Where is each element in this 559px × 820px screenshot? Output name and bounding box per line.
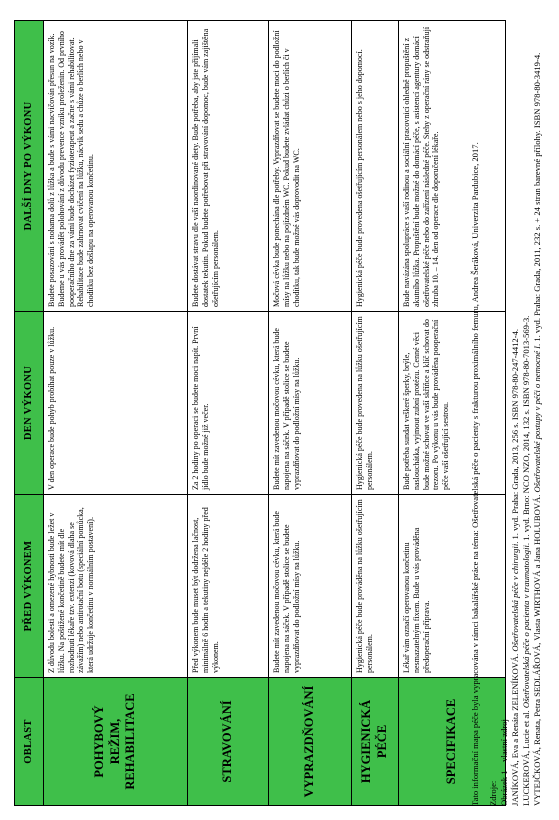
source-4-title: Ošetřovatelské postupy v péči o nemocné I bbox=[532, 345, 542, 493]
source-4 bbox=[532, 16, 543, 806]
header-dalsi-dny: DALŠÍ DNY PO VÝKONU bbox=[15, 21, 44, 312]
table-row bbox=[352, 21, 399, 806]
after-cell: Bude navázána spolupráce s vaší rodinou a sociální pracovnicí ohledně propuštění z akutního lůžka. Propuštění bude možné do domácí péče, s asistencí agentury domácí ošetřovatelské péče nebo do zařízení následné péče. Stehy z operační rány se odstraňují zhruba 10. – 14. den od operace dle doporučení lékaře. bbox=[399, 21, 506, 312]
source-1: Obrázek 1 – vlastní zdroj bbox=[499, 719, 509, 806]
header-pred-vykonem: PŘED VÝKONEM bbox=[15, 495, 44, 678]
area-cell: STRAVOVÁNÍ bbox=[188, 678, 269, 806]
area-cell: HYGIENICKÁ PÉČE bbox=[352, 678, 399, 806]
source-3 bbox=[521, 16, 532, 806]
footer-notes bbox=[470, 16, 543, 806]
area-cell: POHYBOVÝ REŽIM, REHABILITACE bbox=[44, 678, 188, 806]
area-cell: SPECIFIKACE bbox=[399, 678, 506, 806]
day-cell: Bude potřeba sundat veškeré šperky, brýle, naslouchátka, vyjmout zubní protézu. Cenné věci bude možné schovat ve vaší skříňce a klíč schovat do trezoru. Po výkonu u vás bude prováděna pooperační péče vaší ošetřující sestrou. bbox=[399, 312, 506, 495]
after-cell: Budete posazováni s nohama dolů z lůžka a bude s vámi nacvičován přesun na vozík. Budeme u vás provádět polohování z důvodu prevence vzniku proleženin. Od prvního pooperačního dne za vámi bude docházet fyzioterapeut a začne s vámi rehabilitovat. Rehabilitace bude zahrnovat cvičení na lůžku, nácvik sedu a chůze o berlích nebo v chodítku bez došlapu na operovanou končetinu. bbox=[44, 21, 188, 312]
intro-text: Tato informační mapa péče byla vypracována v rámci bakalářské práce na téma: Ošetřovatelská péče o pacienty s frakturou proximálního femuru, Andrea Šeráková, Univerzita Pardubice, 2017. bbox=[470, 142, 480, 806]
source-4-authors: VYTEJČKOVÁ, Renata, Petra SEDLÁŘOVÁ, Vlasta WIRTHOVÁ a Jana HOLUBOVÁ. bbox=[532, 492, 542, 806]
header-oblast: OBLAST bbox=[15, 678, 44, 806]
source-2-details: . 1. vyd. Praha: Grada, 2013, 256 s. ISBN 978-80-247-4412-4. bbox=[510, 328, 520, 544]
area-cell: VYPRAZDŇOVÁNÍ bbox=[269, 678, 352, 806]
day-cell: Za 2 hodiny po operaci se budete moci napít. První jídlo bude možné již večer. bbox=[188, 312, 269, 495]
source-3-details: . 1. vyd. Brno: NCO NZO, 2014, 132 s. ISBN 978-80-7013-569-3. bbox=[521, 315, 531, 546]
care-map-table bbox=[14, 20, 506, 806]
day-cell: Budete mít zavedenou močovou cévku, která bude napojena na sáček. V případě stolice se budete vyprazdňovat do podložní mísy na lůžku. bbox=[269, 312, 352, 495]
before-cell: Hygienická péče bude prováděna na lůžku ošetřujícím personálem. bbox=[352, 495, 399, 678]
before-cell: Budete mít zavedenou močovou cévku, která bude napojena na sáček. V případě stolice se budete vyprazdňovat do podložní mísy na lůžku. bbox=[269, 495, 352, 678]
sources-label: Zdroje: bbox=[488, 780, 498, 806]
source-2 bbox=[510, 16, 521, 806]
before-cell: Z důvodu bolesti a omezené hybnosti bude ležet v lůžku. Na poštižené končetině budete mít dle rozhodnutí lékaře tzv. extenzi (kovová dlaha se závažím) nebo antirotační botu (speciální pomůcka, která udržuje končetinu v normálním postavení). bbox=[44, 495, 188, 678]
table-row bbox=[188, 21, 269, 806]
table-header-row bbox=[15, 21, 44, 806]
source-2-authors: JANÍKOVÁ, Eva a Renáta ZELENÍKOVÁ. bbox=[510, 651, 520, 806]
after-cell: Močová cévka bude ponechána dle potřeby. Vyprazdňovat se budete moci do podložní mísy na lůžku nebo na pojízdném WC. Pokud budete zvládat chůzi o berlích či v chodítku, tak bude možné vás doprovodit na WC. bbox=[269, 21, 352, 312]
source-3-title: Ošetřovatelská péče o pacienta v traumatologii bbox=[521, 545, 531, 709]
source-2-title: Ošetřovatelská péče v chirurgii bbox=[510, 543, 520, 652]
source-4-details: . 1. vyd. Praha: Grada, 2011, 232 s. + 24 stran barevné přílohy. ISBN 978-80-3419-4. bbox=[532, 52, 542, 346]
before-cell: Lékař vám označí operovanou končetinu nesmazatelným fixem. Bude u vás prováděna předoperační příprava. bbox=[399, 495, 506, 678]
header-den-vykonu: DEN VÝKONU bbox=[15, 312, 44, 495]
after-cell: Budete dostávat stravu dle vaší naordinované diety. Bude potřeba, aby jste přijímali dostatek tekutin. Pokud budete potřebovat při stravování dopomoc, bude vám zajištěna ošetřujícím personálem. bbox=[188, 21, 269, 312]
after-cell: Hygienická péče bude provedena ošetřujícím personálem nebo s jeho dopomocí. bbox=[352, 21, 399, 312]
table-row bbox=[44, 21, 188, 806]
table-row bbox=[269, 21, 352, 806]
source-3-authors: LUCKEROVÁ, Lucie et al. bbox=[521, 708, 531, 806]
day-cell: Hygienická péče bude provedena na lůžku ošetřujícím personálem. bbox=[352, 312, 399, 495]
day-cell: V den operace bude pohyb probíhat pouze v lůžku. bbox=[44, 312, 188, 495]
before-cell: Před výkonem bude muset být dodržena lačnost, minimálně 6 hodin a tekutiny nejdéle 2 hodiny před výkonem. bbox=[188, 495, 269, 678]
